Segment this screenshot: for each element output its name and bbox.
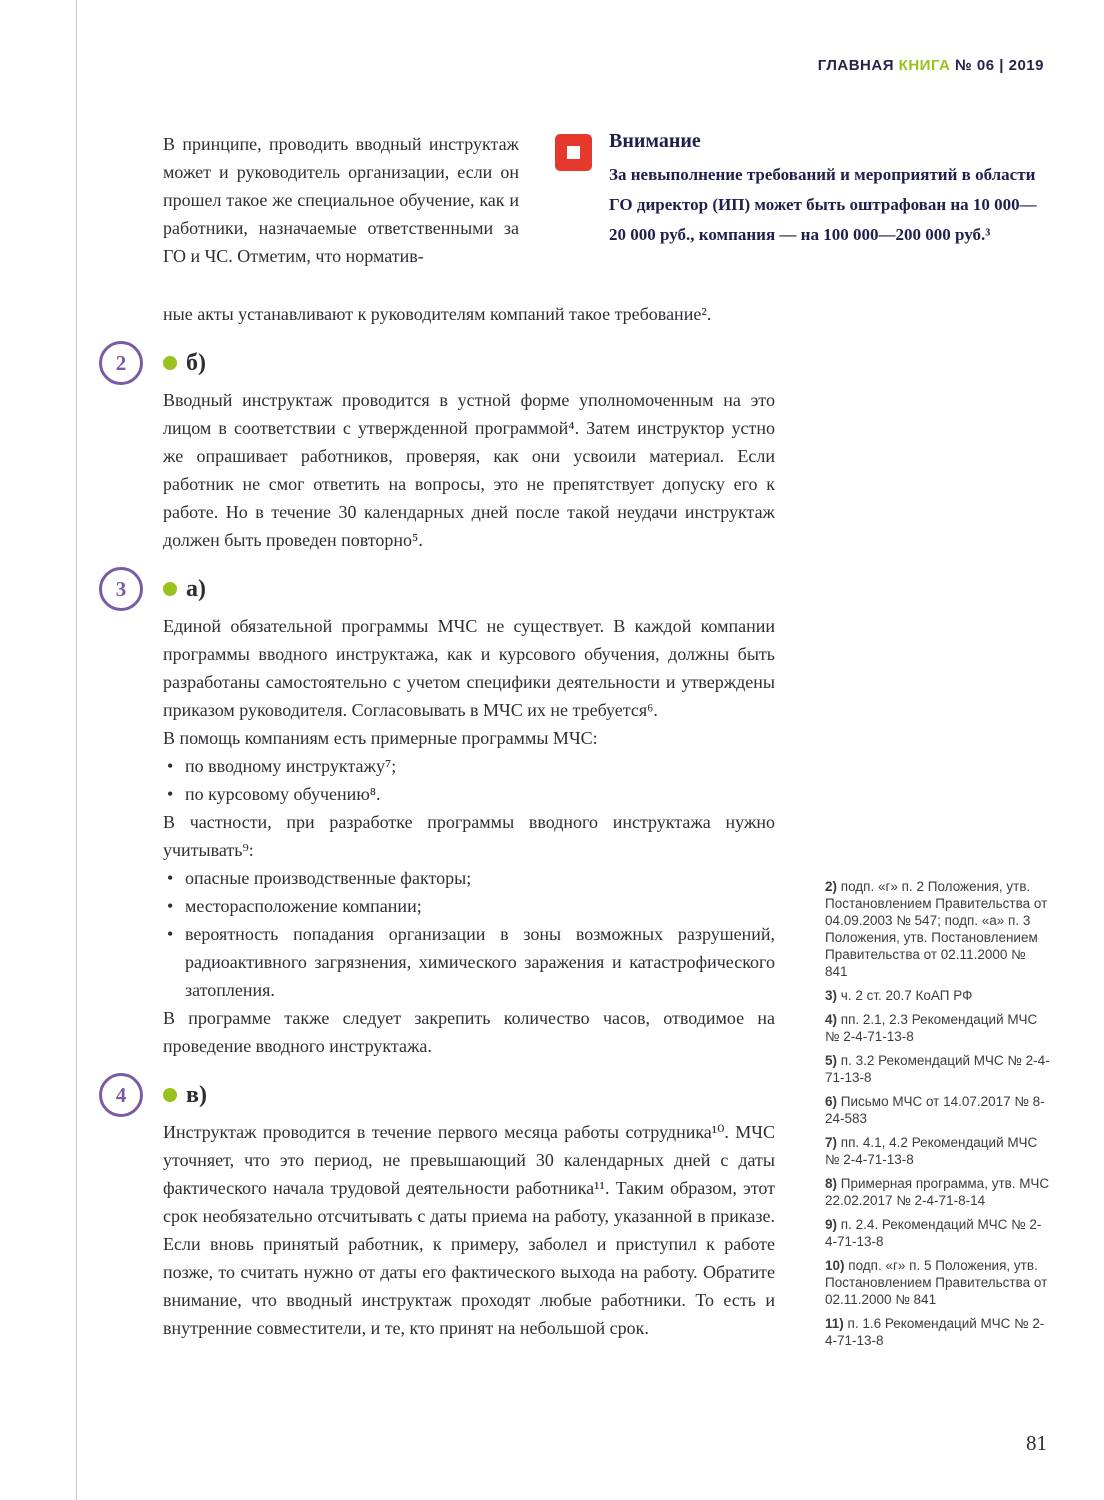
bullet-dot-icon [163,582,177,596]
programs-list [163,752,775,808]
step-circle-4: 4 [99,1073,143,1117]
section-b-heading [163,342,775,384]
footnote [825,1093,1051,1127]
footnote-number: 5) [825,1053,838,1068]
section-v-heading [163,1074,775,1116]
footnote-text: п. 2.4. Рекомендаций МЧС № 2-4-71-13-8 [825,1217,1042,1249]
footnote-text: подп. «г» п. 5 Положения, утв. Постановлением Правительства от 02.11.2000 № 841 [825,1258,1048,1307]
step-circle-2: 2 [99,341,143,385]
footnote [825,1175,1051,1209]
bullet-dot-icon [163,1088,177,1102]
attention-icon [555,134,592,171]
footnotes-sidebar [825,878,1051,1356]
section-b-letter: б) [186,349,206,376]
section-b [115,342,775,554]
footnote-text: Примерная программа, утв. МЧС 22.02.2017 № 2-4-71-8-14 [825,1176,1050,1208]
footnote-number: 3) [825,988,838,1003]
footnote [825,878,1051,980]
footnote-number: 9) [825,1217,838,1232]
section-v-letter: в) [186,1081,207,1108]
intro-row [163,130,1048,300]
brand-first: ГЛАВНАЯ [817,57,894,74]
intro-paragraph: В принципе, проводить вводный инструктаж может и руководитель организации, если он прошел такое же специальное обучение, как и работники, назначаемые ответственными за ГО и ЧС. Отметим, что норматив- [163,134,519,266]
footnote-number: 8) [825,1176,838,1191]
section-a [115,568,775,1060]
section-a-paragraph-3: В частности, при разработке программы вводного инструктажа нужно учитывать⁹: [163,812,775,860]
section-a-letter: а) [186,575,206,602]
footnote-number: 7) [825,1135,838,1150]
footnote-text: ч. 2 ст. 20.7 КоАП РФ [840,988,973,1003]
section-a-paragraph-2: В помощь компаниям есть примерные программы МЧС: [163,728,598,748]
list-item: • месторасположение компании; [163,892,775,920]
section-b-paragraph: Вводный инструктаж проводится в устной форме уполномоченным на это лицом в соответствии с утвержденной программой⁴. Затем инструктор устно же опрашивает работников, проверяя, как они усвоили материал. Если работник не смог ответить на вопросы, это не препятствует допуску его к работе. Но в течение 30 календарных дней после такой неудачи инструктаж должен быть проведен повторно⁵. [163,390,775,550]
footnote-text: п. 1.6 Рекомендаций МЧС № 2-4-71-13-8 [825,1316,1045,1348]
attention-title: Внимание [609,130,701,152]
footnote-number: 6) [825,1094,838,1109]
attention-icon-square [567,146,580,159]
list-item: • вероятность попадания организации в зоны возможных разрушений, радиоактивного загрязнения, химического заражения и катастрофического затопления. [163,920,775,1004]
section-v-paragraph: Инструктаж проводится в течение первого месяца работы сотрудника¹⁰. МЧС уточняет, что это период, не превышающий 30 календарных дней с даты фактического начала трудовой деятельности работника¹¹. Таким образом, этот срок необязательно отсчитывать с даты приема на работу, указанной в приказе. Если вновь принятый работник, к примеру, заболел и приступил к работе позже, то считать нужно от даты его фактического выхода на работу. Обратите внимание, что вводный инструктаж проходят любые работники. То есть и внутренние совместители, и те, кто принят на небольшой срок. [163,1122,775,1338]
section-v [115,1074,775,1342]
footnote-number: 4) [825,1012,838,1027]
footnote [825,1052,1051,1086]
footnote-text: пп. 2.1, 2.3 Рекомендаций МЧС № 2-4-71-13-8 [825,1012,1038,1044]
footnote [825,1257,1051,1308]
footnote [825,1216,1051,1250]
section-a-paragraph-1: Единой обязательной программы МЧС не существует. В каждой компании программы вводного инструктажа, как и курсового обучения, должны быть разработаны самостоятельно с учетом специфики деятельности и утверждены приказом руководителя. Согласовывать в МЧС их не требуется⁶. [163,616,775,720]
factors-list [163,864,775,1004]
page-number: 81 [1026,1431,1047,1455]
left-margin-rule [76,0,77,1500]
footnote [825,1315,1051,1349]
footnote-text: подп. «г» п. 2 Положения, утв. Постановлением Правительства от 04.09.2003 № 547; подп. «а» п. 3 Положения, утв. Постановлением Правительства от 02.11.2000 № 841 [825,879,1048,979]
section-a-heading [163,568,775,610]
running-header [818,57,1044,74]
issue-number: № 06 | 2019 [955,57,1044,74]
section-a-paragraph-4: В программе также следует закрепить количество часов, отводимое на проведение вводного инструктажа. [163,1008,775,1056]
footnote-text: пп. 4.1, 4.2 Рекомендаций МЧС № 2-4-71-13-8 [825,1135,1038,1167]
footnote [825,987,1051,1004]
footnote-number: 2) [825,879,838,894]
list-item: • по курсовому обучению⁸. [163,780,775,808]
footnote [825,1011,1051,1045]
intro-paragraph-continued: ные акты устанавливают к руководителям компаний такое требование². [163,304,712,324]
attention-content [609,130,1041,250]
footnote-number: 10) [825,1258,845,1273]
footnote [825,1134,1051,1168]
list-item: • опасные производственные факторы; [163,864,775,892]
attention-text: За невыполнение требований и мероприятий в области ГО директор (ИП) может быть оштрафован на 10 000—20 000 руб., компания — на 100 000—200 000 руб.³ [609,165,1037,244]
step-circle-3: 3 [99,567,143,611]
footnote-text: п. 3.2 Рекомендаций МЧС № 2-4-71-13-8 [825,1053,1050,1085]
brand-second: КНИГА [898,57,951,74]
footnote-text: Письмо МЧС от 14.07.2017 № 8-24-583 [825,1094,1045,1126]
list-item: • по вводному инструктажу⁷; [163,752,775,780]
attention-box [555,130,1041,250]
footnote-number: 11) [825,1316,844,1331]
bullet-dot-icon [163,356,177,370]
